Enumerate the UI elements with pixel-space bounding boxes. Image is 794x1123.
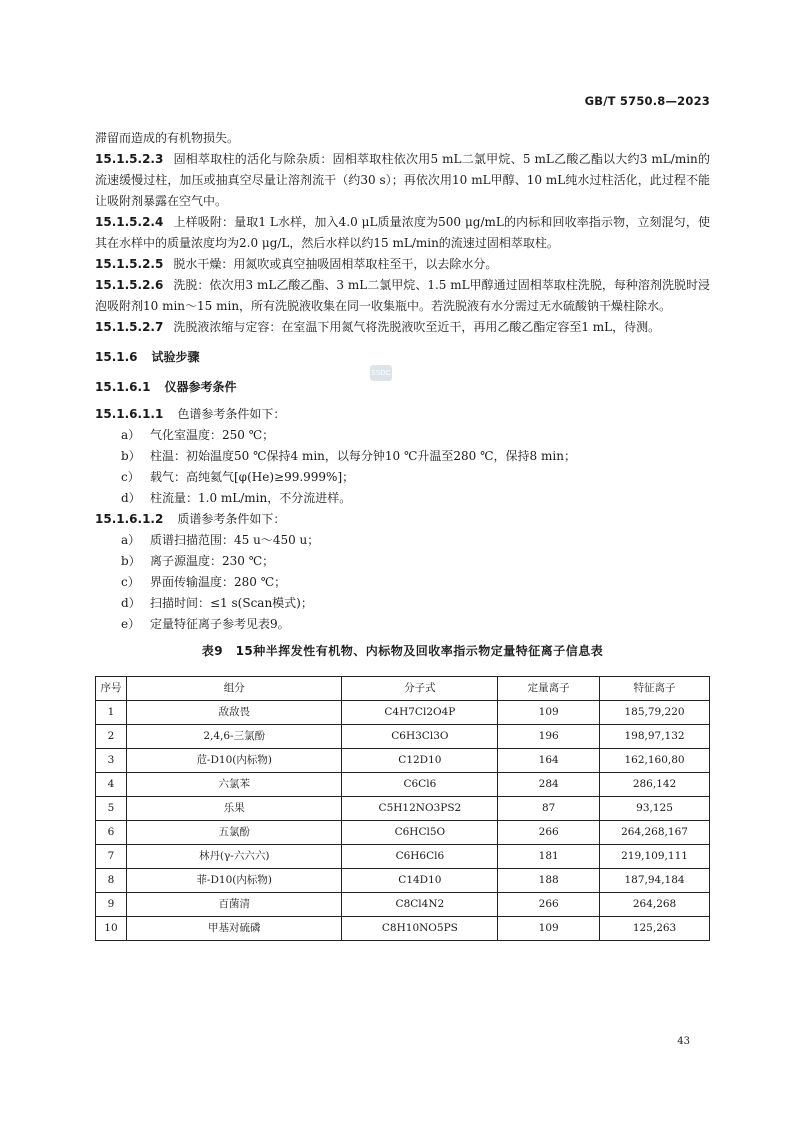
paragraph: 15.1.5.2.3 固相萃取柱的活化与除杂质：固相萃取柱依次用5 mL二氯甲烷、5 mL乙酸乙酯以大约3 mL/min的流速缓慢过柱，加压或抽真空尽量让溶剂流干（约30 s）；再依次用10 mL甲醇、10 mL纯水过柱活化，此过程不能让吸附剂暴露在空气中。 bbox=[95, 152, 710, 208]
clause-number: 15.1.6.1.1 bbox=[95, 407, 164, 421]
paragraph: 15.1.6.1.2 质谱参考条件如下： bbox=[95, 512, 286, 526]
list-item: c） 界面传输温度：280 ℃； bbox=[121, 575, 287, 589]
table-cell: 敌敌畏 bbox=[126, 701, 342, 725]
table-cell: 264,268,167 bbox=[600, 821, 710, 845]
paragraph: 滞留而造成的有机物损失。 bbox=[95, 131, 240, 145]
table-cell: 甲基对硫磷 bbox=[126, 917, 342, 941]
table-cell: C4H7Cl2O4P bbox=[342, 701, 498, 725]
table-title: 表9 15种半挥发性有机物、内标物及回收率指示物定量特征离子信息表 bbox=[201, 644, 604, 658]
table-cell: C8H10NO5PS bbox=[342, 917, 498, 941]
table-header-row bbox=[96, 677, 710, 701]
column-header: 特征离子 bbox=[600, 677, 710, 701]
table-cell: 286,142 bbox=[600, 773, 710, 797]
table-cell: 六氯苯 bbox=[126, 773, 342, 797]
list-item: c） 载气：高纯氦气[φ(He)≥99.999%]； bbox=[121, 470, 355, 484]
table-cell: 10 bbox=[96, 917, 127, 941]
table-cell: 188 bbox=[498, 869, 600, 893]
clause-number: 15.1.5.2.7 bbox=[95, 320, 164, 334]
table-cell: 1 bbox=[96, 701, 127, 725]
table-cell: C8Cl4N2 bbox=[342, 893, 498, 917]
table-cell: C6HCl5O bbox=[342, 821, 498, 845]
list-item: a） 气化室温度：250 ℃； bbox=[121, 428, 275, 442]
table-cell: 百菌清 bbox=[126, 893, 342, 917]
table-cell: 181 bbox=[498, 845, 600, 869]
table-cell: 5 bbox=[96, 797, 127, 821]
table-row bbox=[96, 797, 710, 821]
table-cell: 198,97,132 bbox=[600, 725, 710, 749]
table-cell: 93,125 bbox=[600, 797, 710, 821]
paragraph: 15.1.5.2.5 脱水干燥：用氮吹或真空抽吸固相萃取柱至干，以去除水分。 bbox=[95, 257, 498, 271]
standard-number: GB/T 5750.8—2023 bbox=[584, 94, 710, 108]
paragraph: 15.1.5.2.7 洗脱液浓缩与定容：在室温下用氮气将洗脱液吹至近干，再用乙酸乙酯定容至1 mL，待测。 bbox=[95, 320, 661, 334]
table-row bbox=[96, 821, 710, 845]
list-item: d） 扫描时间：≤1 s(Scan模式)； bbox=[121, 596, 313, 610]
page-content bbox=[95, 128, 710, 941]
table-cell: C6H3Cl3O bbox=[342, 725, 498, 749]
clause-number: 15.1.6.1.2 bbox=[95, 512, 164, 526]
table-cell: 6 bbox=[96, 821, 127, 845]
column-header: 定量离子 bbox=[498, 677, 600, 701]
table-cell: 五氯酚 bbox=[126, 821, 342, 845]
paragraph: 15.1.5.2.4 上样吸附：量取1 L水样，加入4.0 μL质量浓度为500 μg/mL的内标和回收率指示物，立刻混匀，使其在水样中的质量浓度均为2.0 μg/L，然后水样以约15 mL/min的流速过固相萃取柱。 bbox=[95, 215, 710, 250]
watermark-logo: SSDC bbox=[370, 365, 392, 381]
table-cell: 196 bbox=[498, 725, 600, 749]
table-cell: 109 bbox=[498, 917, 600, 941]
list-item: b） 离子源温度：230 ℃； bbox=[121, 554, 275, 568]
clause-number: 15.1.5.2.3 bbox=[95, 152, 164, 166]
clause-number: 15.1.5.2.6 bbox=[95, 278, 164, 292]
table-cell: 284 bbox=[498, 773, 600, 797]
table-row bbox=[96, 845, 710, 869]
clause-number: 15.1.5.2.4 bbox=[95, 215, 164, 229]
table-cell: 185,79,220 bbox=[600, 701, 710, 725]
section-heading: 15.1.6 试验步骤 bbox=[95, 350, 200, 364]
table-cell: 264,268 bbox=[600, 893, 710, 917]
page-number: 43 bbox=[677, 1036, 690, 1047]
list-item: d） 柱流量：1.0 mL/min，不分流进样。 bbox=[121, 491, 352, 505]
table-cell: 4 bbox=[96, 773, 127, 797]
ion-table bbox=[95, 676, 710, 941]
table-row bbox=[96, 917, 710, 941]
table-cell: 9 bbox=[96, 893, 127, 917]
table-cell: 219,109,111 bbox=[600, 845, 710, 869]
table-cell: 164 bbox=[498, 749, 600, 773]
table-cell: 8 bbox=[96, 869, 127, 893]
table-cell: 3 bbox=[96, 749, 127, 773]
paragraph: 15.1.5.2.6 洗脱：依次用3 mL乙酸乙酯、3 mL二氯甲烷、1.5 mL甲醇通过固相萃取柱洗脱，每种溶剂洗脱时浸泡吸附剂10 min～15 min，所有洗脱液收集在同一收集瓶中。若洗脱液有水分需过无水硫酸钠干燥柱除水。 bbox=[95, 278, 710, 313]
list-item: a） 质谱扫描范围：45 u～450 u； bbox=[121, 533, 320, 547]
list-item: b） 柱温：初始温度50 ℃保持4 min，以每分钟10 ℃升温至280 ℃，保持8 min； bbox=[121, 449, 576, 463]
table-cell: 87 bbox=[498, 797, 600, 821]
table-body bbox=[96, 701, 710, 941]
list-item: e） 定量特征离子参考见表9。 bbox=[121, 617, 290, 631]
table-row bbox=[96, 749, 710, 773]
table-cell: 7 bbox=[96, 845, 127, 869]
table-cell: C5H12NO3PS2 bbox=[342, 797, 498, 821]
table-cell: 125,263 bbox=[600, 917, 710, 941]
table-cell: 菲-D10(内标物) bbox=[126, 869, 342, 893]
clause-number: 15.1.5.2.5 bbox=[95, 257, 164, 271]
paragraph: 15.1.6.1.1 色谱参考条件如下： bbox=[95, 407, 286, 421]
table-cell: 187,94,184 bbox=[600, 869, 710, 893]
table-cell: 苊-D10(内标物) bbox=[126, 749, 342, 773]
table-row bbox=[96, 869, 710, 893]
column-header: 序号 bbox=[96, 677, 127, 701]
table-row bbox=[96, 701, 710, 725]
table-cell: C14D10 bbox=[342, 869, 498, 893]
section-heading: 15.1.6.1 仪器参考条件 bbox=[95, 380, 237, 394]
table-cell: C6H6Cl6 bbox=[342, 845, 498, 869]
table-row bbox=[96, 725, 710, 749]
table-cell: 2,4,6-三氯酚 bbox=[126, 725, 342, 749]
table-cell: 2 bbox=[96, 725, 127, 749]
column-header: 组分 bbox=[126, 677, 342, 701]
table-cell: 266 bbox=[498, 893, 600, 917]
column-header: 分子式 bbox=[342, 677, 498, 701]
table-cell: 林丹(γ-六六六) bbox=[126, 845, 342, 869]
table-row bbox=[96, 773, 710, 797]
table-cell: 乐果 bbox=[126, 797, 342, 821]
table-cell: 266 bbox=[498, 821, 600, 845]
table-cell: 162,160,80 bbox=[600, 749, 710, 773]
table-cell: 109 bbox=[498, 701, 600, 725]
table-cell: C6Cl6 bbox=[342, 773, 498, 797]
table-row bbox=[96, 893, 710, 917]
table-cell: C12D10 bbox=[342, 749, 498, 773]
